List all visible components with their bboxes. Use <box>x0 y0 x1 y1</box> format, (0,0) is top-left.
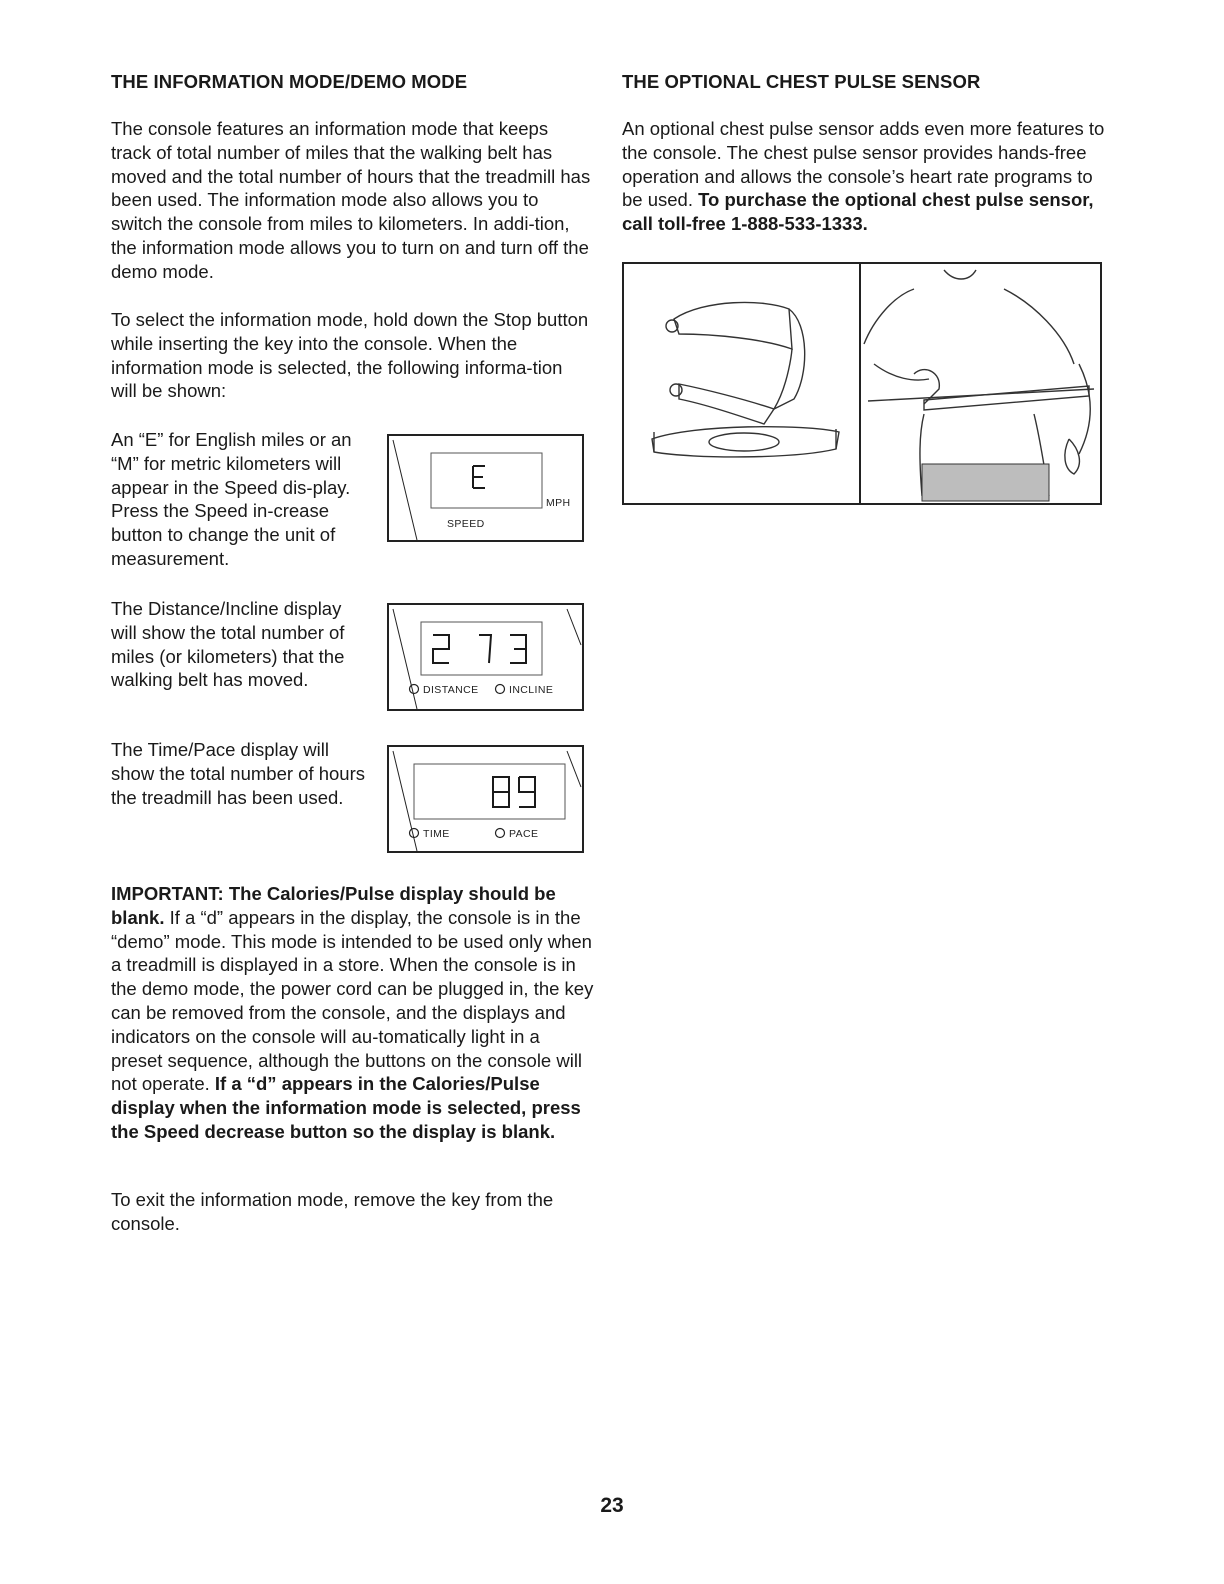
pace-label: PACE <box>509 828 539 840</box>
speed-unit-label: MPH <box>546 497 571 509</box>
speed-display-description: An “E” for English miles or an “M” for metric kilometers will appear in the Speed dis-play. Press the Speed in-crease button to change the unit of measurement. <box>111 429 352 569</box>
info-mode-heading: THE INFORMATION MODE/DEMO MODE <box>111 71 468 92</box>
important-demo-note <box>111 882 595 1144</box>
speed-display-illustration <box>387 434 584 542</box>
important-body: If a “d” appears in the display, the console is in the “demo” mode. This mode is intended to be used only when a treadmill is displayed in a store. When the console is in the demo mode, the power cord can be plugged in, the key can be removed from the console, and the displays and indicators on the console will au-tomatically light in a preset sequence, although the buttons on the console will not operate. <box>111 906 594 1095</box>
info-mode-select-instructions: To select the information mode, hold down the Stop button while inserting the key into the console. When the information mode is selected, the following informa-tion will be shown: <box>111 309 589 402</box>
chest-sensor-text: An optional chest pulse sensor adds even more features to the console. The chest pulse sensor provides hands-free operation and allows the console’s heart rate programs to be used. <box>622 118 1105 211</box>
distance-lcd-digits <box>433 635 526 663</box>
page-number: 23 <box>600 1494 624 1517</box>
chest-sensor-figure <box>622 262 1102 505</box>
person-wearing-strap-drawing <box>864 270 1094 496</box>
shorts-drawing <box>922 464 1049 501</box>
time-label: TIME <box>423 828 450 840</box>
chest-sensor-heading: THE OPTIONAL CHEST PULSE SENSOR <box>622 71 981 92</box>
distance-label: DISTANCE <box>423 684 479 696</box>
exit-instructions: To exit the information mode, remove the key from the console. <box>111 1189 554 1234</box>
info-mode-intro: The console features an information mode that keeps track of total number of miles that the walking belt has moved and the total number of hours that the treadmill has been used. The information mode also allows you to switch the console from miles to kilometers. In addi-tion, the information mode allows you to turn on and turn off the demo mode. <box>111 118 591 282</box>
time-display-illustration <box>387 745 584 853</box>
time-lcd-digits <box>493 777 535 807</box>
distance-display-description: The Distance/Incline display will show the total number of miles (or kilometers) that the walking belt has moved. <box>111 598 345 691</box>
speed-lcd-digits <box>473 466 485 488</box>
time-display-description: The Time/Pace display will show the total number of hours the treadmill has been used. <box>111 739 366 808</box>
chest-sensor-description <box>622 117 1108 236</box>
important-lead: IMPORTANT: The Calories/Pulse display should be blank. <box>111 883 556 928</box>
chest-sensor-purchase: To purchase the optional chest pulse sensor, call toll-free 1-888-533-1333. <box>622 189 1094 235</box>
incline-label: INCLINE <box>509 684 554 696</box>
speed-label: SPEED <box>447 518 485 530</box>
distance-display-illustration <box>387 603 584 711</box>
chest-strap-drawing <box>652 302 839 456</box>
important-instruction: If a “d” appears in the Calories/Pulse display when the information mode is selected, press the Speed decrease button so the display is blank. <box>111 1073 581 1142</box>
